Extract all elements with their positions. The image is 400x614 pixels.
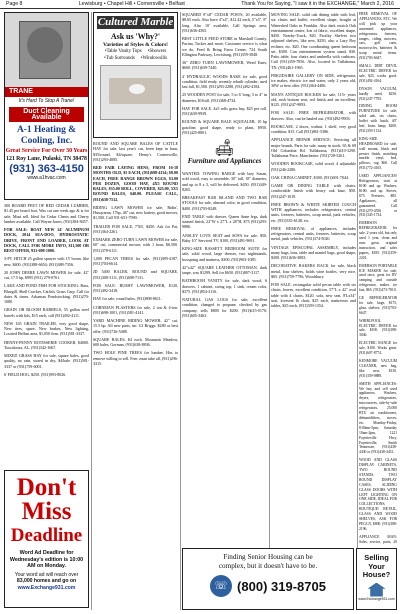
- classified-ad: BATHROOM VANITY for sale, dark wood, 6 drawers, 1 cabinet, swing top, 1 sink, cream color, $375. (931)854-3116.: [182, 278, 267, 294]
- classified-ad: BEST LITTLE FEED STORE in Marshall County, Purina, Tucker and more, Customer service is what we do, Feed & Bring Farm Center, 724 South Ellington Parkway, Lewisburg, (931)359-3848.: [182, 36, 267, 57]
- classified-column-4: [271, 12, 356, 610]
- classified-ad: MOVING SALE: solid oak dining table with leaf, six chairs and buffet, excellent shape, bought at Watershed Oaks in Franklin. Also dark ostrich Oak entertainment center, lots of fabric, excellent shape, $450. Nearby-Truck, $20. Facility Shelves two adjusted shelves, like new, $250, also a Lazy Boy recliner, etc. $20. One coordinating queen bedroom set, $300. Can entertainment system stand, $30. Patio table, four chairs and umbrella with cushions. Call (931)359-7856. Also, located in Tullahoma, TN. (931)461-1965.: [271, 12, 356, 70]
- classified-ad: MAN'S ANTIQUE ROCKER for sale, 115+ years old, rush bottom seat, red finish and an excellent, $125. (931)247-9893.: [271, 91, 356, 107]
- furniture-section-heading: 🛋 Furniture and Appliances: [182, 138, 267, 168]
- selling-website: www.Exchange931.com: [358, 596, 395, 601]
- ask-why: Ask us 'Why?': [110, 32, 161, 41]
- marble-items: •Table Vanity Tops •Showers •Tub Surrounds •Windowsills: [104, 49, 167, 61]
- vanity-photo: [100, 65, 171, 120]
- classified-ad: EXMARK ZERO TURN LAWN MOWER for sale, 60" cut, commercial mower, with 1 hour, $6,500. (931)378-6111.: [93, 237, 178, 253]
- classified-ad: 1,000 PECAN TREES for sale, (931)389-4187, (931)704-6614.: [93, 255, 178, 266]
- classified-ad: ANSLEY LOVE SEAT and SOFA for sale, $50, Baby 10" Serviced TV, $100, (931)491-9691.: [182, 232, 267, 243]
- classified-ad: NATURAL GAS LOGS for sale, excellent condition, changed to propane, checked by gas company, sells $800 for $200. (931)615-0170; (931)605-3463.: [182, 297, 267, 318]
- classified-list: [4, 203, 89, 377]
- trane-unit-image: [5, 13, 88, 87]
- classified-list: [182, 12, 267, 318]
- classified-ad: ELECTRIC RANGE for sale, $100. Works great. (931)607-8774.: [359, 341, 397, 356]
- classified-ad: 20 JOHN DEERE LAWN MOWER for sale, 42" cut, 17.5 hp, $995 (931) 279-0761.: [4, 269, 89, 280]
- cultured-marble-ad: [93, 12, 178, 138]
- duct-cleaning-banner: Duct Cleaning Available: [9, 107, 84, 122]
- classified-ad: KING-SIZE BASSETT BEDROOM SUITE for sale, solid wood, large dresser, two nightstands, boxspring and mattress, $300, (931)903-1085.: [182, 246, 267, 262]
- company-phone: (931) 363-4150: [9, 162, 84, 175]
- classified-ad: FOR SALE: FREE REFRIGERATOR, with drawers. Also, can be hauled out. (931)492-9903.: [271, 110, 356, 121]
- classified-ad: GRAIN OR BLOOM BARRELS, 55 gallon steel barrels with lids, $15 each, call (931)492-4111.: [4, 307, 89, 318]
- classified-list: [271, 12, 356, 308]
- selling-headline: Selling Your House?: [362, 553, 391, 579]
- classified-column-1: [4, 12, 89, 610]
- selling-house-ad: [356, 548, 397, 610]
- classified-ad: GAME OR DINING TABLE with chairs, comfortable finish with heavy oak base, $50. (931)247-1019.: [271, 183, 356, 199]
- classified-column-2: [93, 12, 178, 610]
- classified-ad: FREE REMOVAL of appliances, includes refrigerators, central units, freezers, batteries, scrap metal, junk vehicles, (931)374-5020.: [271, 225, 356, 242]
- classified-column-3: [182, 12, 267, 610]
- classified-ad: DINING ROOM FURNITURE for sale, solid oak, six chairs, buffet with hutch, 40" leaf, brass lamp, $200. (931)359-1134.: [359, 104, 397, 133]
- cultured-title: Cultured Marble: [97, 16, 174, 28]
- classified-ad: 3-PT. HITCH 25 gallon sprayer with 15' boom, like new, $400. (931)388-6654; (931)388-7356.: [4, 256, 89, 267]
- deadline-reach: Your word ad will reach over 83,000 homes and go on www.Exchange931.com: [14, 571, 79, 591]
- classified-ad: DECORATIVE BAKERS RACK for sale, black metal, four shelves, holds wine bottles, very nice, $65. (931)759-7796, Woodsbury.: [271, 263, 356, 279]
- sofa-icon: 🛋: [214, 140, 235, 157]
- column-divider: [269, 12, 270, 610]
- page-header: [0, 0, 400, 9]
- classified-ad: FOR SALE: BOAT NEW 24' ALUMINUM DOCK, 2014 SEA-DOO, HYDROSTATIC DRIVE, FRONT END LOADER, LOOK AT DOCK, CALL FOR MORE INFO, $11,500 OR BEST OFFER, 931-698-1000.: [4, 227, 89, 253]
- classified-ad: 36" ZERO TURN LAWNMOWER, Weed Eater, $600. (931)639-7440.: [182, 60, 267, 71]
- classified-ad: END TABLE with drawer, Queen Anne legs, dark stained finish, 22"W x 27"L x 28"H, $75 (931)293-9886.: [182, 213, 267, 230]
- senior-housing-text: Finding Senior Housing can be complex, but it doesn't have to be.: [218, 553, 318, 570]
- classified-ad: FOR SALE: BUSHY LAWNMOWER, $120, (931)492-3418.: [93, 282, 178, 293]
- classified-ad: BREAKFAST BAR ISLAND AND TWO BAR STOOLS for sale, almond color, in good condition, $400. (931)703-8248.: [182, 195, 267, 211]
- classified-ad: NEW 165 GRAIN TRAILER, very good shape, New tires, spare, New brakes, New lighting, Located Belfast area, $1,050 firm. (931)581-3337.: [4, 320, 89, 337]
- classified-ad: SMALL DIRT DEVIL ELECTRIC DRYER for sale, $25, works good. (931)492-4164.: [359, 64, 397, 83]
- company-name: A-1 Heating & Cooling, Inc.: [17, 124, 76, 146]
- classified-ad: FREE REMOVAL OF APPLIANCES, ETC. We will pick up your unwanted appliances, refrigerators, freezers, ranges, riding mowers, cars, golf carts, motorcycles, batteries & scrap metal items. (931)703-6647.: [359, 12, 397, 61]
- thank-you-line: Thank You for Saying, "I saw it in the EXCHANGE," March 2, 2016: [241, 1, 394, 7]
- trane-slogan: It's Hard To Stop A Trane!: [18, 98, 75, 104]
- deadline-ad: [4, 470, 89, 608]
- classified-ad: ROUND AND SQUARE BALES OF CATTLE HAY for sale, last year's cut, been kept in barn, $35/round, $4/square, Henry's Cornersville, (931)293-4085.: [93, 141, 178, 162]
- classified-ad: TWO HOLE PINE TREES for lumber, Has to remove willing to sell. Free, must take all, (931)296-3315.: [93, 350, 178, 366]
- classified-ad: RED FAIR LAYING HENS, FROM 16-18 MONTHS OLD, $5 EACH, (931)698-4134; $8.00 EACH, FREE RANGE BROWN EGGS, $3.00 PER DOZEN, GOOD HAY, 4X5 ROUND BALES, $35.00 ROLL, COVERED, $25.00, 5X5 ROUND BALES, $40.00. PLEASE CALL, (931)638-7512.: [93, 165, 178, 202]
- classified-ad: 42"x42" SQUARE LEATHER OTTOMAN, dark taupe, was $1299, Sell for $650. (931)807-3117.: [182, 264, 267, 275]
- classified-ad: WOODEN BOOKCASE, solid wood, 4 adjustable (931)246-2286.: [271, 161, 356, 172]
- classified-ad: HAY for sale, round bales, (931)808-8611.: [93, 296, 162, 302]
- classified-ad: JD 5400 BALER, ROUND and SQUARE, (931)308-3111, (931)698-7131.: [93, 269, 178, 280]
- deadline-note: Word Ad Deadline for Wednesday's edition is 10:00 AM on Monday.: [9, 550, 84, 569]
- classified-list: [359, 12, 397, 544]
- classified-ad: APPLIANCE MAN: Sales, service, parts, 20: [359, 534, 397, 544]
- classified-ad: FRIGIDAIRE GALLERY ON SIDE, refrigerator, ice maker, electric ice and water, only 2 years old, 30W or best offer. (931)364-4486.: [271, 72, 356, 89]
- classified-ad: GE REFRIGERATOR for sale, large, $175, glass shelves. (931)703-6647.: [359, 296, 397, 315]
- classified-ad: YARD MACHINE RIDING MOWER, 42" cut, 15.5 hp. All new parts, inc 1/2 Briggs. $280 or best offer. (931)726-5488.: [93, 318, 178, 334]
- classified-ad: SQUARED 8"x8" CEDAR POSTS, 20 available, $8.65 each. Also have 4"x4", $12.42 each, 5"x5", 8" long. Also 10' available, Call Springs area, (931)636-4565.: [182, 12, 267, 33]
- column-divider: [357, 12, 358, 610]
- edition-towns: Lewisburg • Chapel Hill • Cornersville • Belfast: [78, 1, 185, 7]
- classified-ad: OAK CHINA CABINET, $300, (931)691-7044.: [271, 174, 349, 180]
- phone-icon: ☏: [210, 575, 232, 597]
- classified-ad: 25 WOODEN POST for sale, 5 to 6' long, 3 to 4" in diameter, $16/all. (931)368-4734.: [182, 92, 267, 103]
- column-divider: [91, 12, 92, 610]
- classified-ad: BIDING LAWN MOWER for sale, Ridin', Husqvarna, 17hp, 46" cut, new battery, good mower, $1,500. Call 931-651-7990.: [93, 204, 178, 221]
- classified-ad: EMERSON PORTABLE ICE MAKER for sale, used once, great for RV camping and outside refrigerator, makes ice fast, $65. (931)473-7810.: [359, 263, 397, 293]
- column-divider: [180, 12, 181, 610]
- classified-ad: SQUARE BALES, $4 each. Mountain Meadow, 600 bales, Gorman, (931)638-8836.: [93, 336, 178, 347]
- classified-ad: HENNY-PENNY ROTISSERIE COOKER, $4000. Tuscaloosa, AL, (931)342-1667.: [4, 339, 89, 350]
- company-website: www.a1hvac.com: [27, 174, 66, 181]
- classified-ad: ROUND & SQUARE BALE SQUEALER, 10 hp gasoline, good shape, ready to plant, $950. (931)425-8801.: [182, 119, 267, 135]
- classified-ad: 6' FIELD HOG, $250. (931)993-8026.: [4, 371, 67, 377]
- classified-ad: EMERSON REFRIGERATOR for sale, 2 years old, but only used 1 year, clean and runs great, original instruction, and sales papers, $185. (931)359-2201.: [359, 221, 397, 260]
- classified-ad: HAY FOR SALE, 4x5 rolls grass hay, $25 per roll. (931)639-9939.: [182, 105, 267, 116]
- classified-ad: 4' HYDRAULIC WOODS RAKE for sale, good condition, field ready, recently rebuilt cylinder, used last fall, $1,500. (931)293-2288, (931)492-4184.: [182, 73, 267, 89]
- classified-ad: MIXED GRASS HAY for sale, square bales, good quality, no rain, stored in dry, $4/bale. (931)581-3337 or (931)759-6001.: [4, 353, 89, 369]
- classified-ad: DYSON VACUUM, hardly used, $250. (931)247-7793.: [359, 86, 397, 101]
- trane-ad: [4, 12, 89, 200]
- classified-ad: FOR SALE, rectangular solid pecan table with six chairs, leaves, excellent condition, 57"L x 42" oval table with 4 chairs, $120. sofa, new seat, 8'Lx34" seat, loveseat & chair, $25 each, mattresses and tables, $25 each, (931)359-1354.: [271, 282, 356, 308]
- classified-ad: SMITH APPLIANCES: We buy and sell used appliances, Washers, dryers, refrigerators, microwaves, side-by-side refrigerators, 25,000 BTU air conditioners, dehumidifiers, stoves, etc. Monday-Friday, 8:00am-5pm, Saturday 10am-2pm, 1221 Fayetteville Hwy, Fayetteville, Smith Tennessee, (931)438-4430 or (931)438-4431.: [359, 381, 397, 455]
- classified-ad: BOOKCASE, 2 doors, walnut, 1 shelf, very good condition, $15. Call (931)861-5386.: [271, 123, 356, 134]
- classified-ad: FREE BROWN & WHITE SKIRTED COUCH WITH appliances, includes refrigerators, central units, freezers, batteries, scrap metal, junk vehicles, etc. (931)335-6148, etc.: [271, 201, 356, 223]
- classified-ad: CORNMAN PLASTERS for sale, 2 ton & 4-ton. (931)698-1001, (931)581-4141.: [93, 304, 178, 315]
- classified-ad: USED APPLIANCES! Refrigerators, start at $100 and up. Washers, $100; and up. Stoves, $75. Freezers, $85. Appliances, all guaranteed. Call (931)270-4556 or (931)345-1734.: [359, 174, 397, 218]
- senior-housing-phone: (800) 319-8705: [237, 578, 326, 594]
- classified-ad: KING-SIZE HEADBOARD for sale, wall mount, black and pewter finish, matching marble vinyl, bed, pillows, rug $60. Call (931)772-4165.: [359, 136, 397, 171]
- classified-ad: APPLIANCE REPAIR SERVICE: Servicing all major brands. Parts for sale, many in stock. 65 & 69 Old Columbia Rd. Tullahoma, (931)410-3290. Tullahoma Price, Manchester. (931)728-5261.: [271, 137, 356, 158]
- page-number: Page 8: [6, 1, 23, 7]
- classified-column-5: [359, 12, 397, 544]
- trane-logo: TRANE: [5, 87, 88, 97]
- classified-ad: WHIRLPOOL ELECTRIC DRYER for sale, $100. (931)388-3046.: [359, 318, 397, 338]
- company-address: 121 Roy Lane, Pulaski, TN 38478: [6, 155, 87, 162]
- classified-ad: LAKE AND POND FISH FOR STOCKING: Bass, Bluegill, Shell Cracker, Catfish, Grass Carp. Call for dates & times. Arkansas Pondstocking. (931)270-1080.: [4, 283, 89, 304]
- service-years: Great Service For Over 30 Years: [5, 147, 88, 154]
- varieties: Varieties of Styles & Colors!: [103, 42, 168, 48]
- classified-ad: WOOD AND GLASS DISPLAY CABINETS, TWO ROUND STANDS, TWO ROUND DISPLAY CASES, SLIDING GLASS DOORS WITH LEFT LIGHTING ON ONE SIDE, IDEAL FOR COLLECTIONS, BOUTIQUE/ RETAIL, GLASS AND WOOD SHELVES, ASK FOR PEGGY, $800. (931)388-2196.: [359, 458, 397, 531]
- classified-ad: VINTAGE EPISCOPAL ASSEMBLY, includes many bags, bras, table and mantel bags, good shape, $300. (931)636-3883.: [271, 244, 356, 260]
- classified-ad: WANTED: TOWING BARGE with lazy Susan, sold wood, easy to assemble, 30" tall, 18" diameter, and up to 8 x 3, will be delivered, $450. (931)349-8265.: [182, 171, 267, 192]
- classified-ad: 300 BOARD FEET OF RED CEDAR LUMBER, $1.45 per board foot, Was cut one week ago & is for sale, Must sell. Ideal for Cedar Chests and Cherry lumber available. Call Wayne Jones, (931)384-8457.: [4, 203, 89, 224]
- classified-ad: KENMORE VACUUM CLEANER, new bag, like new, $130. (931)359-9888.: [359, 359, 397, 378]
- classified-ad: TRAILER FOR SALE, 7'X6', $450. Ask for Pat, (931)364-2261.: [93, 223, 178, 234]
- deadline-headline: Don't Miss Deadline: [10, 474, 83, 546]
- classified-list: [93, 141, 178, 366]
- house-icon: [368, 583, 386, 597]
